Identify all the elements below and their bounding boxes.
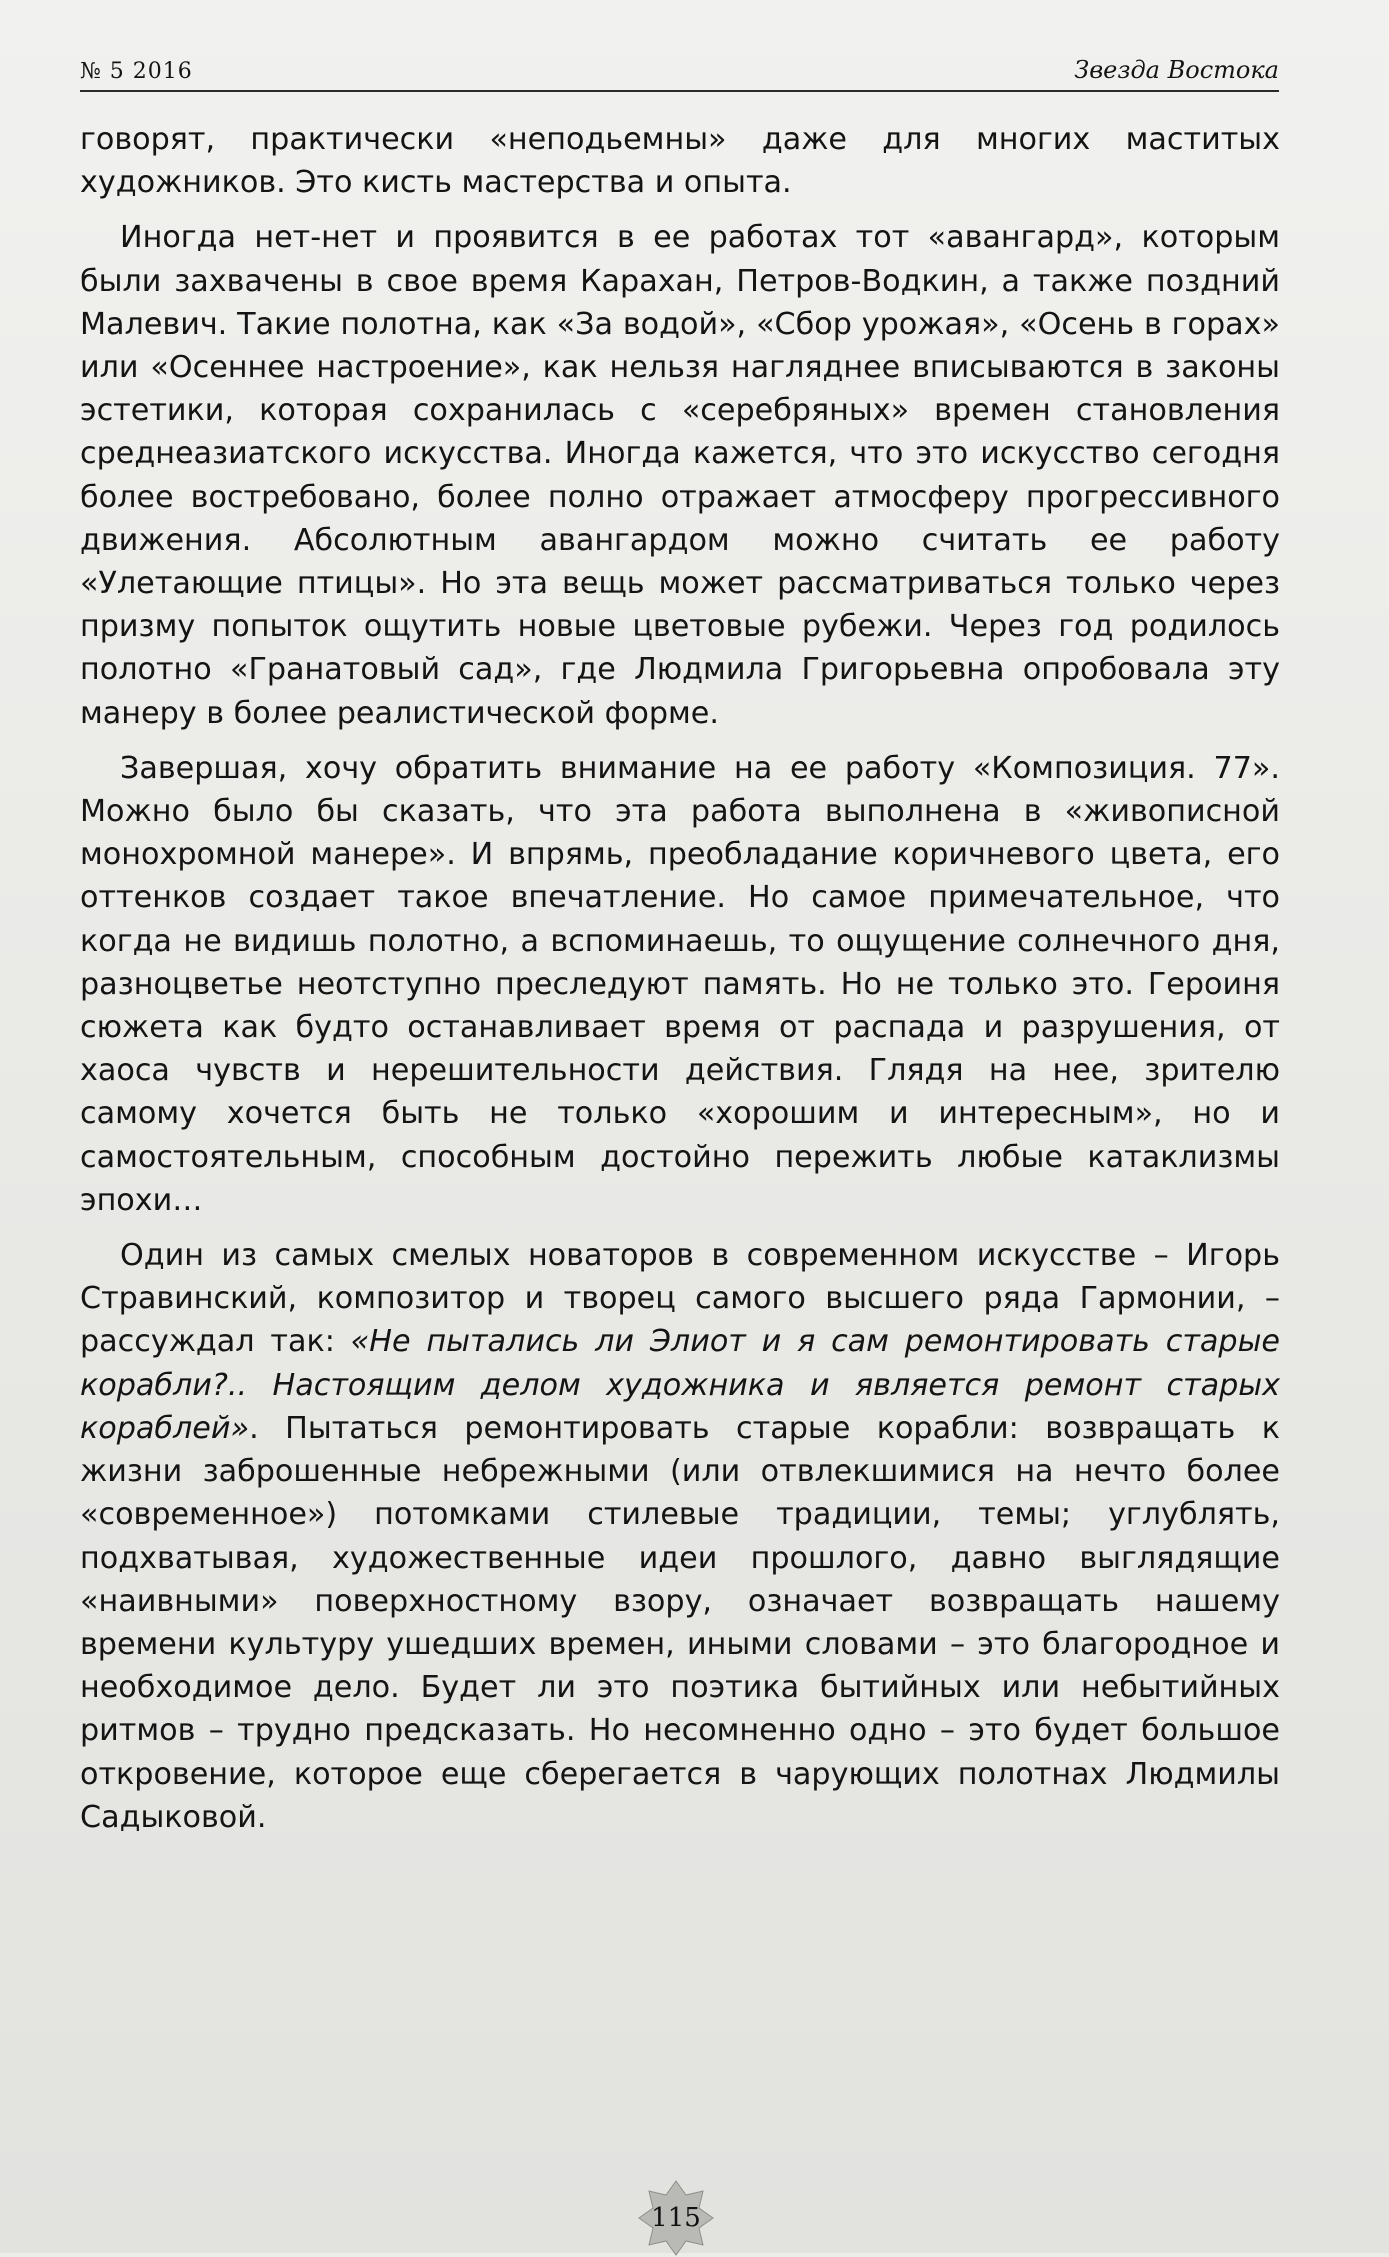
page-number-badge [637,2179,715,2257]
page-number: 115 [651,2203,701,2233]
paragraph-2: Иногда нет-нет и проявится в ее работах тот «авангард», которым были захвачены в свое время Карахан, Петров-Водкин, а также поздний Малевич. Такие полотна, как «За водой», «Сбор урожая», «Осень в горах» или «Осеннее настроение», как нельзя нагляднее вписываются в законы эстетики, которая сохранилась с «серебряных» времен становления среднеазиатского искусства. Иногда кажется, что это искусство сегодня более востребовано, более полно отражает атмосферу прогрессивного движения. Абсолютным авангардом можно считать ее работу «Улетающие птицы». Но эта вещь может рассматриваться только через призму попыток ощутить новые цветовые рубежи. Через год родилось полотно «Гранатовый сад», где Людмила Григорьевна опробовала эту манеру в более реалистической форме. [80,220,1280,731]
paragraph-4 [80,1234,1280,1839]
article-body [80,118,1280,1851]
paragraph-3: Завершая, хочу обратить внимание на ее работу «Композиция. 77». Можно было бы сказать, что эта работа выполнена в «живописной монохромной манере». И впрямь, преобладание коричневого цвета, его оттенков создает такое впечатление. Но самое примечательное, что когда не видишь полотно, а вспоминаешь, то ощущение солнечного дня, разноцветье неотступно преследуют память. Но не только это. Героиня сюжета как будто останавливает время от распада и разрушения, от хаоса чувств и нерешительности действия. Глядя на нее, зрителю самому хочется быть не только «хорошим и интересным», но и самостоятельным, способным достойно пережить любые катаклизмы эпохи… [80,750,1280,1218]
journal-title: Звезда Востока [1074,56,1279,84]
running-header [80,50,1279,92]
paragraph-4-intro: Один из самых смелых новаторов в современном искусстве – Игорь Стравинский, композитор и творец самого высшего ряда Гармонии, – рассуждал так: [80,1238,1280,1360]
issue-number: № 5 2016 [80,59,193,84]
paragraph-1: говорят, практически «неподьемны» даже для многих маститых художников. Это кисть мастерства и опыта. [80,122,1280,201]
stravinsky-quote: «Не пытались ли Элиот и я сам ремонтировать старые корабли?.. Настоящим делом художника и является ремонт старых кораблей» [80,1324,1280,1446]
paragraph-4-rest: . Пытаться ремонтировать старые корабли: возвращать к жизни заброшенные небрежными (или отвлекшимися на нечто более «современное») потомками стилевые традиции, темы; углублять, подхватывая, художественные идеи прошлого, давно выглядящие «наивными» поверхностному взору, означает возвращать нашему времени культуру ушедших времен, иными словами – это благородное и необходимое дело. Будет ли это поэтика бытийных или небытийных ритмов – трудно предсказать. Но несомненно одно – это будет большое откровение, которое еще сберегается в чарующих полотнах Людмилы Садыковой. [80,1410,1280,1835]
